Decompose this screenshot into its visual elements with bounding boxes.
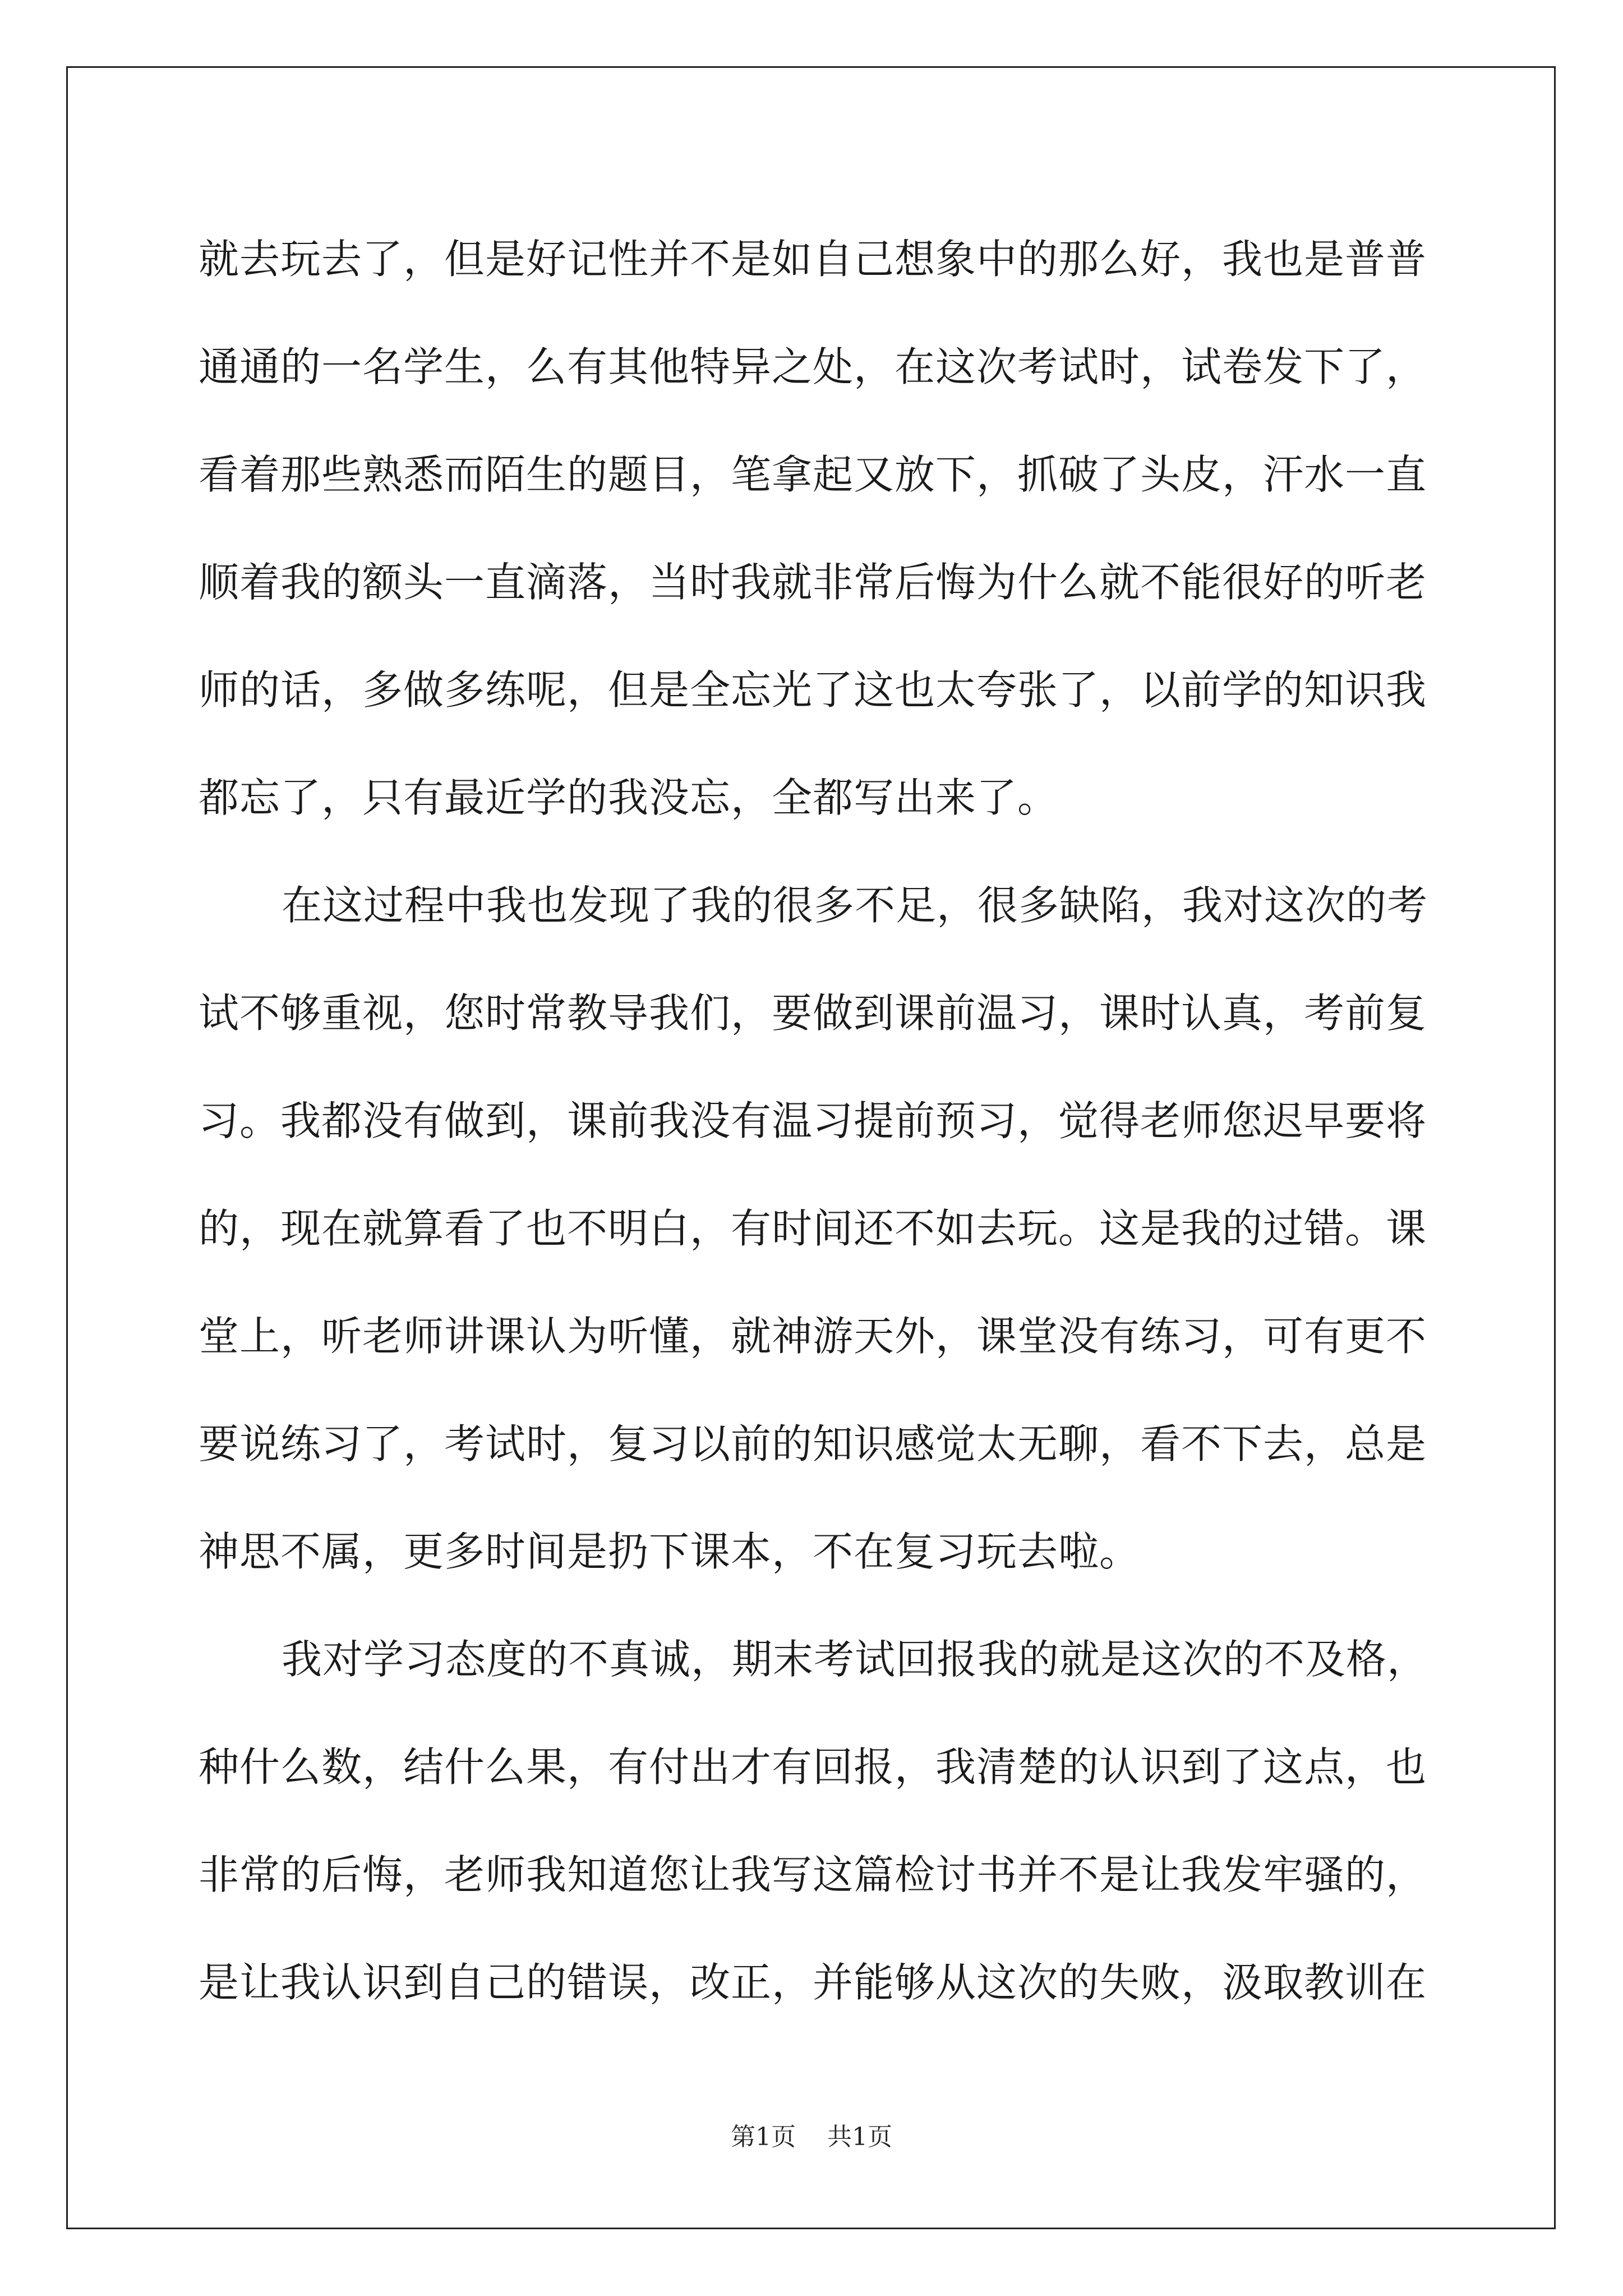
text-line: 试不够重视，您时常教导我们，要做到课前温习，课时认真，考前复 bbox=[199, 990, 1427, 1037]
text-line: 神思不属，更多时间是扔下课本，不在复习玩去啦。 bbox=[199, 1528, 1141, 1575]
text-line: 通通的一名学生，么有其他特异之处，在这次考试时，试卷发下了， bbox=[199, 343, 1427, 390]
document-body bbox=[199, 205, 1427, 2036]
paragraph-first-line: 我对学习态度的不真诚，期末考试回报我的就是这次的不及格， bbox=[282, 1636, 1428, 1683]
text-line: 看着那些熟悉而陌生的题目，笔拿起又放下，抓破了头皮，汗水一直 bbox=[199, 451, 1427, 498]
text-line: 是让我认识到自己的错误，改正，并能够从这次的失败，汲取教训在 bbox=[199, 1959, 1427, 2006]
page-total: 共1页 bbox=[827, 2123, 892, 2151]
text-line: 就去玩去了，但是好记性并不是如自己想象中的那么好，我也是普普 bbox=[199, 236, 1427, 283]
page-number: 第1页 bbox=[731, 2123, 796, 2151]
text-line: 非常的后悔，老师我知道您让我写这篇检讨书并不是让我发牢骚的， bbox=[199, 1851, 1427, 1898]
text-line: 都忘了，只有最近学的我没忘，全都写出来了。 bbox=[199, 774, 1059, 821]
text-line: 习。我都没有做到，课前我没有温习提前预习，觉得老师您迟早要将 bbox=[199, 1097, 1427, 1144]
text-line: 的，现在就算看了也不明白，有时间还不如去玩。这是我的过错。课 bbox=[199, 1205, 1427, 1252]
text-line: 堂上，听老师讲课认为听懂，就神游天外，课堂没有练习，可有更不 bbox=[199, 1313, 1427, 1360]
text-line: 要说练习了，考试时，复习以前的知识感觉太无聊，看不下去，总是 bbox=[199, 1420, 1427, 1467]
text-line: 种什么数，结什么果，有付出才有回报，我清楚的认识到了这点，也 bbox=[199, 1743, 1427, 1791]
text-line: 师的话，多做多练呢，但是全忘光了这也太夸张了，以前学的知识我 bbox=[199, 666, 1427, 714]
paragraph-first-line: 在这过程中我也发现了我的很多不足，很多缺陷，我对这次的考 bbox=[282, 882, 1428, 929]
page-footer bbox=[0, 2120, 1623, 2154]
text-line: 顺着我的额头一直滴落，当时我就非常后悔为什么就不能很好的听老 bbox=[199, 559, 1427, 606]
